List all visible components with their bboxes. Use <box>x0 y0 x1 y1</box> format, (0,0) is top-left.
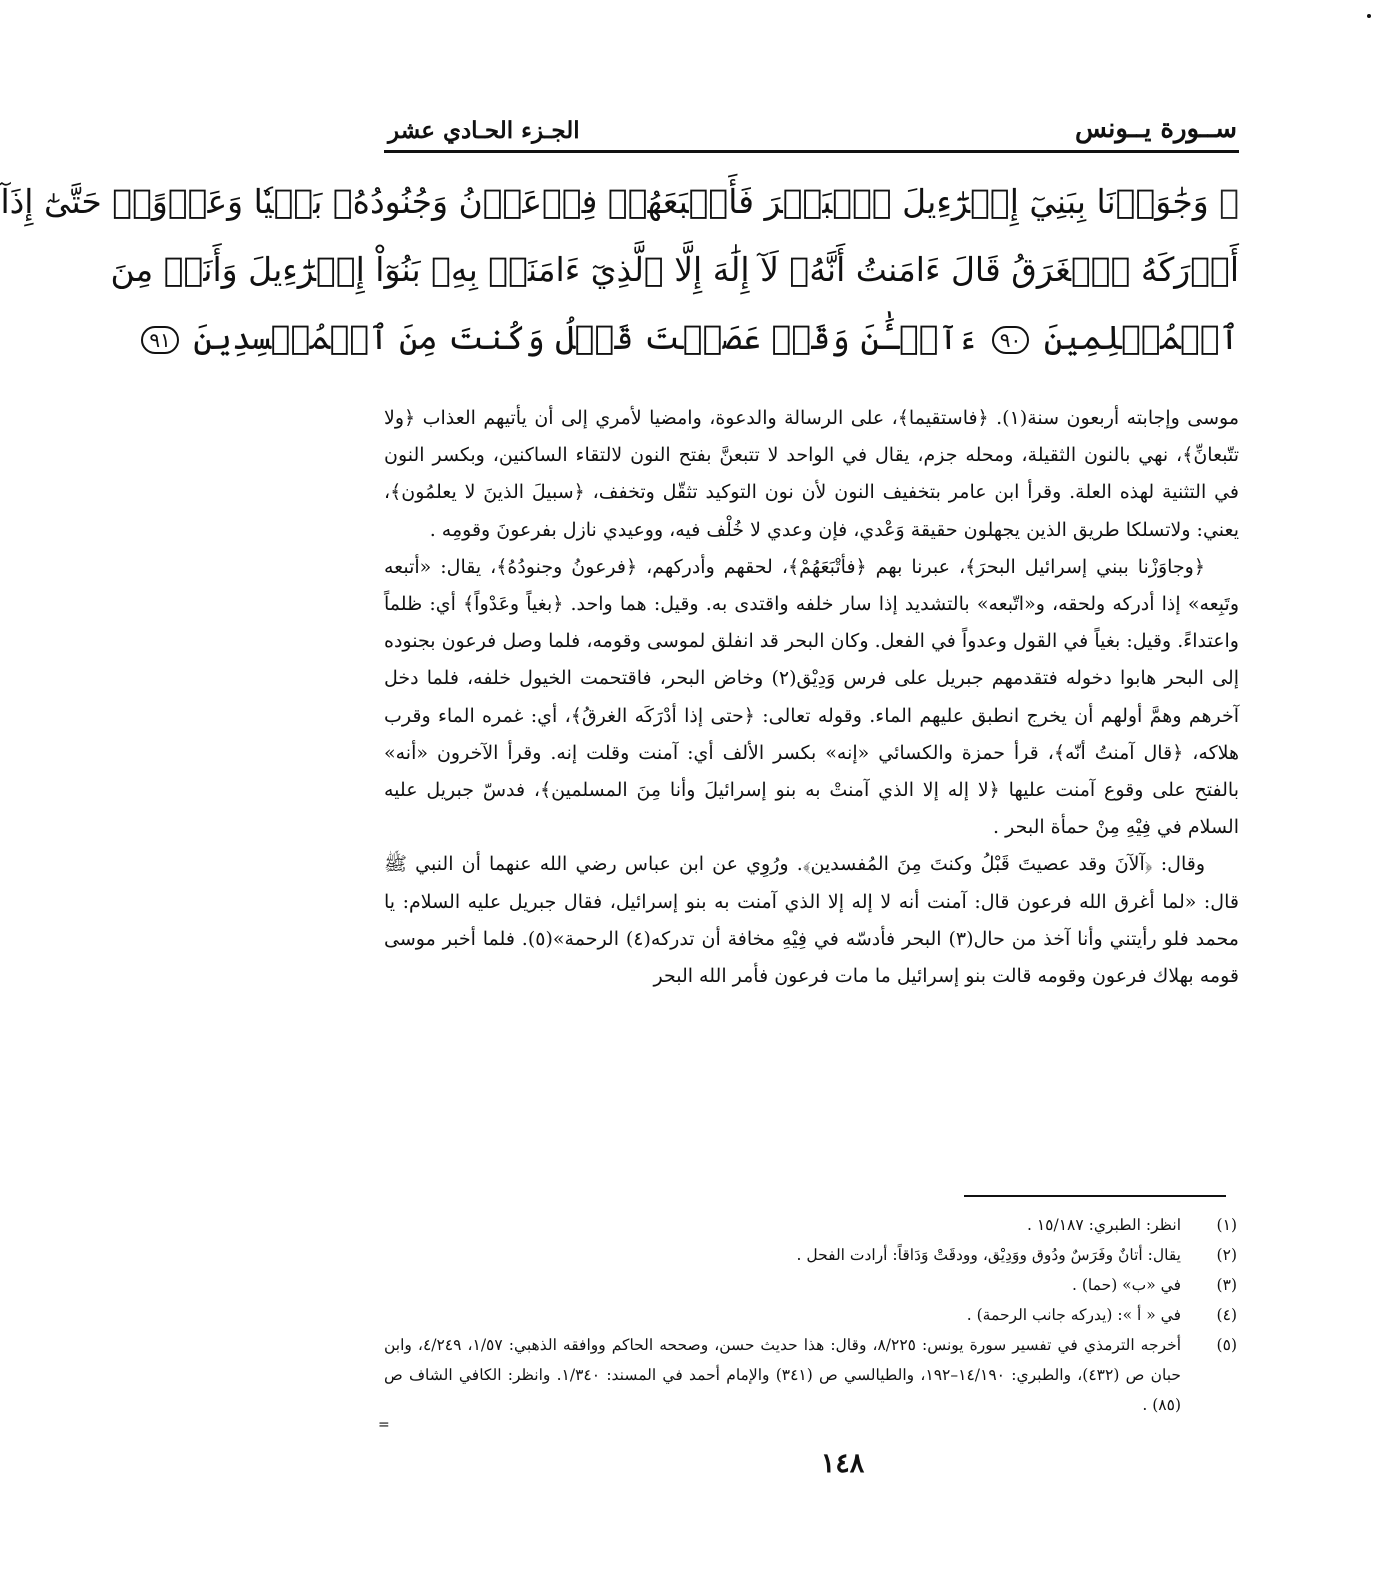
quran-verses <box>0 168 1239 372</box>
quran-line-3b-text: ءَآلۡـَٰٔنَ وَقَدۡ عَصَيۡتَ قَبۡلُ وَكُنتَ مِنَ ٱلۡمُفۡسِدِينَ <box>193 318 978 357</box>
tafsir-body <box>384 400 1239 995</box>
paragraph-1: موسى وإجابته أربعون سنة(١). ﴿فاستقيما﴾، على الرسالة والدعوة، وامضيا لأمري إلى أن يأتيهم العذاب ﴿ولا تتّبعانِّ﴾، نهي بالنون الثقيلة، ومحله جزم، يقال في الواحد لا تتبعنَّ بفتح النون لالتقاء الساكنين، وبكسر النون في التثنية لهذه العلة. وقرأ ابن عامر بتخفيف النون لأن نون التوكيد تثقّل وتخفف، ﴿سبيلَ الذينَ لا يعلمُون﴾، يعني: ولاتسلكا طريق الذين يجهلون حقيقة وَعْدي، فإن وعدي لا خُلْف فيه، ووعيدي نازل بفرعونَ وقومِه . <box>384 407 1239 541</box>
footnote-text: في « أ »: (يدركه جانب الرحمة) . <box>966 1306 1181 1324</box>
footnote-number: (١) <box>1216 1216 1237 1234</box>
ayah-number-91: ٩١ <box>141 326 178 354</box>
paragraph-3: وقال: ﴿آلآنَ وقد عصيتَ قَبْلُ وكنتَ مِنَ المُفسدين﴾. ورُوِي عن ابن عباس رضي الله عنهما أن النبي ﷺ قال: «لما أغرق الله فرعون قال: آمنت أنه لا إله إلا الذي آمنت به بنو إسرائيل، فقال جبريل عليه السلام: يا محمد فلو رأيتني وأنا آخذ من حال(٣) البحر فأدسّه في فِيْهِ مخافة أن تدركه(٤) الرحمة»(٥). فلما أخبر موسى قومه بهلاك فرعون وقومه قالت بنو إسرائيل ما مات فرعون فأمر الله البحر <box>384 853 1239 988</box>
quran-line-1 <box>0 168 1239 236</box>
quran-line-3 <box>149 304 1239 372</box>
footnote-item <box>384 1300 1237 1330</box>
footnote-text: يقال: أتانٌ وفَرَسٌ ودُوق ووَدِيْق، وودقَتْ وَدَاقاً: أرادت الفحل . <box>796 1246 1181 1264</box>
footnote-number: (٢) <box>1216 1246 1237 1264</box>
corner-dot <box>1367 14 1371 18</box>
footnote-number: (٥) <box>1216 1336 1237 1354</box>
footnotes <box>384 1210 1237 1420</box>
juz-title: الجـزء الحـادي عشر <box>388 117 580 144</box>
margin-mark: = <box>378 1417 390 1433</box>
footnote-text: أخرجه الترمذي في تفسير سورة يونس: ٨/٢٢٥، وقال: هذا حديث حسن، وصححه الحاكم ووافقه الذهبي: ١/٥٧، ٤/٢٤٩، وابن حبان ص (٤٣٢)، والطبري: ١٤/١٩٠–١٩٢، والطيالسي ص (٣٤١) والإمام أحمد في المسند: ١/٣٤٠. وانظر: الكافي الشاف ص (٨٥) . <box>384 1336 1182 1414</box>
ayah-number-90: ٩٠ <box>992 326 1029 354</box>
footnote-number: (٣) <box>1216 1276 1237 1294</box>
footnote-rule <box>964 1195 1226 1197</box>
quran-line-2: أَدۡرَكَهُ ٱلۡغَرَقُ قَالَ ءَامَنتُ أَنَّهُۥ لَآ إِلَٰهَ إِلَّا ٱلَّذِيٓ ءَامَنَتۡ بِهِۦ بَنُوٓاْ إِسۡرَٰٓءِيلَ وَأَنَا۠ مِنَ <box>110 250 1239 289</box>
page-number: ١٤٨ <box>820 1448 865 1479</box>
footnote-text: في «ب» (حما) . <box>1072 1276 1181 1294</box>
quran-line-3a-text: ٱلۡمُسۡلِمِينَ <box>1043 318 1239 357</box>
footnote-item <box>384 1210 1237 1240</box>
footnote-item <box>384 1240 1237 1270</box>
footnote-item <box>384 1330 1237 1420</box>
paragraph-2: ﴿وجاوَزْنا ببني إسرائيل البحرَ﴾، عبرنا بهم ﴿فأتْبَعَهُمْ﴾، لحقهم وأدركهم، ﴿فرعونُ وجنودُهُ﴾، يقال: «أتبعه وتَبِعه» إذا أدركه ولحقه، و«اتّبعه» بالتشديد إذا سار خلفه واقتدى به. وقيل: هما واحد. ﴿بغياً وعَدْواً﴾ أي: ظلماً واعتداءً. وقيل: بغياً في القول وعدواً في الفعل. وكان البحر قد انفلق لموسى وقومه، فلما وصل فرعون بجنوده إلى البحر هابوا دخوله فتقدمهم جبريل على فرس وَدِيْق(٢) وخاض البحر، فاقتحمت الخيول خلفه، فلما دخل آخرهم وهمَّ أولهم أن يخرج انطبق عليهم الماء. وقوله تعالى: ﴿حتى إذا أدْرَكَه الغرقُ﴾، أي: غمره الماء وقرب هلاكه، ﴿قال آمنتُ أنّه﴾، قرأ حمزة والكسائي «إنه» بكسر الألف أي: آمنت وقلت إنه. وقرأ الآخرون «أنه» بالفتح على وقوع آمنت عليها ﴿لا إله إلا الذي آمنتْ به بنو إسرائيلَ وأنا مِنَ المسلمين﴾، فدسّ جبريل عليه السلام في فِيْهِ مِنْ حمأة البحر . <box>384 555 1239 839</box>
surah-title: ســورة يــونس <box>1075 114 1237 144</box>
footnote-text: انظر: الطبري: ١٥/١٨٧ . <box>1026 1216 1181 1234</box>
running-header <box>388 100 1237 144</box>
hizb-star-icon: ۞ <box>1219 182 1239 221</box>
footnote-number: (٤) <box>1216 1306 1237 1324</box>
header-rule <box>384 150 1239 153</box>
quran-line-1-text: وَجَٰوَزۡنَا بِبَنِيٓ إِسۡرَٰٓءِيلَ ٱلۡبَحۡرَ فَأَتۡبَعَهُمۡ فِرۡعَوۡنُ وَجُنُودُهُۥ بَغۡيٗا وَعَدۡوًاۖ حَتَّىٰٓ إِذَآ <box>0 182 1209 221</box>
footnote-item <box>384 1270 1237 1300</box>
